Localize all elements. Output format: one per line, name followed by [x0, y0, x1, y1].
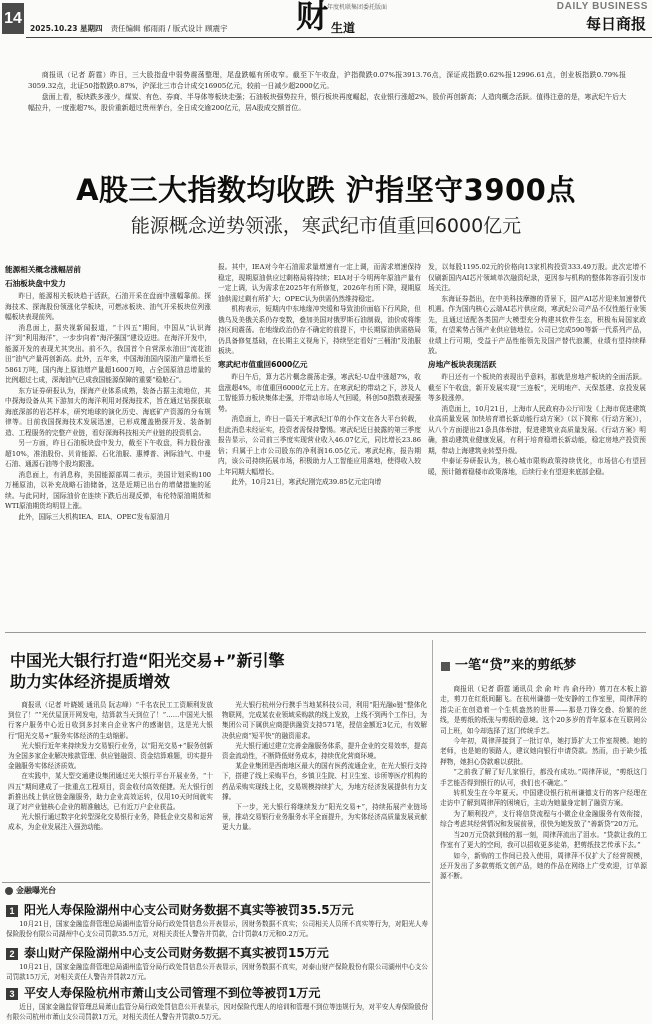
article-paragraph: 消息面上，据央视新闻报道，“十四五”期间，中国从“认识海洋”到“利用海洋”，一步步向着“海洋强国”建设迈进。在海洋开发中，能源开发的表现尤其突出。前不久，我国首个自营深水油田“流花油田”油气产量再创新高。此外，五年来，中国海油国内原油产量增长至5861万吨，国内海上原油增产量超1600万吨，占全国原油总增量的比例超过七成，深海油气已成我国能源保障的重要“稳舱石”。 [5, 323, 211, 384]
article-paragraph: 今年初，周律萍接到了一批订单，她打算扩大工作室规模。她的老师，也是她的领路人，建议她向银行申请贷款。然而，由于缺少抵押物，她担心贷款难以获批。 [440, 737, 647, 766]
column-subhead: 寒武纪市值重回6000亿元 [218, 359, 308, 369]
article-paragraph: “之前我了解了好几家银行，都没有成功。”周律萍说，“剪纸这门手艺能否得到银行的认可，我们也不确定。” [440, 768, 647, 787]
column-subhead: 能源相关概念涨幅居前 [5, 265, 81, 274]
market-column-1 [5, 262, 211, 624]
exposure-item-text: 10月21日，国家金融监督管理总局湖州监管分局行政处罚信息公开表显示，因财务数据不真实；公司相关人员所不真实等行为，对阳光人寿保险股份有限公司湖州中心支公司罚款35.5万元，对相关责任人警告并罚款，合计罚款4万元和0.2万元。 [6, 920, 428, 938]
article-paragraph: 机构表示，短期内中东地缘冲突缓和导致油价面临下行风险，但俄乌及美俄关系仍存变数，叠加美国对俄罗斯石油制裁，油价或将维持区间震荡。在地缘政治仍存不确定的前提下，中长期原油供需格局仍具备修复基础，在长期主义视角下，持续坚定看好“三桶油”及油服板块。 [218, 305, 421, 355]
article-paragraph: 光大银行近年来持续发力交易银行业务，以“阳光交易+”服务创新为全国多家企业解决账款管理、供应链融资、资金结算难题，切实提升金融服务实体经济质效。 [8, 741, 213, 771]
article-paragraph: 消息面上，10月21日，上海市人民政府办公厅印发《上海市促进建筑业高质量发展 加快培育增长新动能行动方案》（以下简称《行动方案》），从八个方面提出21条具体举措，促进建筑业高质量发展。《行动方案》明确，推动建筑业健康发展，有利于培育稳增长新动能，稳定房地产投资预期，带动上海建筑业转型升级。 [428, 404, 646, 455]
article-paragraph: 昨日午后，算力芯片概念震荡走强，寒武纪-U盘中涨超7%，收盘涨超4%，市值重回6000亿元上方。在寒武纪的带动之下，涉及人工智能算力板块集体走强，并带动市场人气回暖，科创50指数表现强势。 [218, 373, 421, 413]
issue-info [30, 24, 228, 34]
exposure-item-number: 2 [6, 948, 18, 960]
exposure-item-title: 泰山财产保险湖州中心支公司财务数据不真实被罚15万元 [24, 946, 329, 960]
section-note: 年度机联集团委托版面 [327, 4, 388, 11]
article-paragraph: 下一步，光大银行将继续发力“阳光交易+”，持续拓展产业链场景，推动交易银行业务服务水平全面提升，为实体经济高质量发展贡献更大力量。 [222, 803, 427, 832]
article-paragraph: 当20万元贷款到账的那一刻，周律萍流出了泪水。“贷款让我的工作室有了更大的空间，我可以招收更多徒弟，把剪纸技艺传承下去。” [440, 830, 647, 850]
article-paragraph: 商报讯（记者 叶晓媛 通讯员 阮志峰）“千名农民工工资顺利发放到位了！”“光伏屋顶开网发电，结算款当天到位了！”……中国光大银行客户服务中心近日收到多封来自企业客户的感谢信，这是光大银行“阳光交易+”服务实体经济的生动缩影。 [8, 701, 213, 740]
papercut-article-title: 一笔“贷”来的剪纸梦 [455, 658, 577, 673]
article-paragraph: 光大银行通过数字化转型深化交易银行业务，降低企业交易和运营成本，为企业发展注入强劲动能。 [8, 813, 213, 832]
exposure-item-number: 1 [6, 905, 18, 917]
column-divider [432, 640, 433, 1020]
header-divider [26, 37, 652, 38]
article-paragraph: 发，以每股1195.02元的价格向13家机构投资333.49万股。此次定增不仅刷新国内AI芯片领域单次融资纪录，更因参与机构的整体阵容而引发市场关注。 [428, 263, 646, 292]
bank-article-column-1 [8, 700, 213, 878]
editor-credits: 责任编辑 郁雨雨 / 版式设计 顾震宇 [110, 24, 228, 33]
bank-article-title [10, 650, 425, 692]
article-paragraph: 如今，新购的工作间已投入使用，周律萍不仅扩大了经营规模，还开发出了多款剪纸文创产品，她的作品在网络上广受欢迎，订单源源不断。 [440, 851, 647, 881]
page-number: 14 [2, 3, 24, 34]
exposure-item-title: 平安人寿保险杭州市萧山支公司管理不到位等被罚1万元 [24, 986, 321, 1000]
section-divider [5, 632, 646, 633]
issue-date: 2025.10.23 星期四 [30, 24, 103, 33]
market-column-3 [428, 262, 646, 624]
main-headline: A股三大指数均收跌 沪指坚守3900点 [76, 173, 576, 207]
exposure-section-label: 金融曝光台 [16, 886, 56, 895]
article-paragraph: 中泰证券研报认为，核心城市限购政策持续优化，市场信心有望回暖，预计随着稳楼市政策落地，后续行业有望迎来底部企稳。 [428, 457, 646, 476]
article-paragraph: 报。其中，IEA对今年石油需求量增速有一定上调，而需求增速保持稳定，现期原油供应过剩格局将持续；EIA对于今明两年原油产量有一定上调，认为需求在2025年有所修复，2026年有所下降，现期原油供需过剩有所扩大；OPEC认为供需仍然维持稳定。 [218, 263, 421, 303]
market-column-2 [218, 262, 421, 624]
article-paragraph: 此外，国际三大机构IEA、EIA、OPEC发布原油月 [18, 512, 171, 521]
section-logo: 财 [296, 0, 329, 35]
column-subhead: 石油板块盘中发力 [5, 278, 66, 288]
lead-paragraph: 商报讯（记者 蔚霆）昨日，三大股指盘中弱势震荡整理，尾盘跌幅有所收窄。截至下午收盘，沪指微跌0.07%报3913.76点，深证成指跌0.62%报12996.61点，创业板指跌0.79%报3059.32点，北证50指数跌0.87%，沪深北三市合计成交16905亿元，较前一日减少超2000亿元。 [28, 71, 626, 90]
article-paragraph: 光大银行杭州分行携手当地某科技公司，利用“阳光融e链”整体化物联网，完成某农业领域采购款的线上发放，上线不到两个工作日，为集团公司下属供应商提供融资支持571笔，授信金额近3亿元，有效解决供应商“短平快”的融资需求。 [222, 701, 427, 740]
article-paragraph: 在实践中，某大型交通建设集团通过光大银行平台开展业务，“十四五”期间建成了一批重点工程项目，资金收付高效便捷。光大银行创新推出线上供应链金融服务，助力企业高效运转，仅用10天时间就实现了对产业链核心企业的精准触达，已有近万户企业获益。 [8, 772, 213, 812]
article-paragraph: 东海证券指出，在中美科技摩擦的背景下，国产AI芯片迎来加速替代机遇。作为国内核心云端AI芯片供应商，寒武纪公司产品不仅性能行业领先，且通过适配各类国产大模型充分构建其软件生态，积极布局国家政策，有望乘势占领产业供应链地位。公司已完成590等新一代系列产品，业绩上行可期，受益于产品性能领先及国产替代浪潮，业绩有望持续释放。 [428, 294, 646, 355]
lead-section [28, 70, 626, 146]
article-paragraph: 昨日还有一个板块的表现出乎意料，那就是房地产板块的全面活跃。截至下午收盘，新开发展实现“三连板”，光明地产、天保基建、京投发展等多股涨停。 [428, 373, 646, 402]
article-paragraph: 消息面上，昨日一篇关于寒武纪订单的小作文在各大平台转载，但此消息未经证实，投资者需保持警惕。寒武纪近日披露的第三季度报告显示，公司前三季度实现营业收入46.07亿元，同比增长23.86倍；归属于上市公司股东的净利润16.05亿元。寒武纪称，报告期内，该公司持续拓展市场，积极助力人工智能应用落地，使得收入较上年同期大幅增长。 [218, 415, 421, 476]
papercut-article-body [440, 684, 647, 1020]
article-paragraph: 为了顺利投产，支行将信贷流程与小微企业金融服务有效衔接，综合考虑其经营情况和发展前景，很快为她发放了“善新贷”20万元。 [440, 809, 647, 829]
exposure-item-text: 10月21日，国家金融监督管理总局湖州监管分局行政处罚信息公开表显示，因财务数据不真实，对泰山财产保险股份有限公司湖州中心支公司罚款15万元，对相关责任人警告并罚款2万元。 [6, 963, 428, 981]
title-marker-icon [441, 662, 450, 671]
article-paragraph: 转机发生在今年夏天。中国建设银行杭州谦德支行的客户经理在走访中了解到周律萍的困境后，主动为她量身定制了融资方案。 [440, 789, 647, 808]
bank-title-line: 助力实体经济提质增效 [10, 672, 171, 691]
article-paragraph: 昨日，能源相关板块趋于活跃，石油开采在盘面中涨幅靠前。探海技术、探海股份领涨化学板块，可燃冰板块、油气开采板块位列涨幅板块表现前列。 [5, 292, 211, 321]
article-paragraph: 商报讯（记者 蔚霆 通讯员 余 俞 叶 冉 俞丹玲）剪刀在木板上游走，剪刀在红纸间翻飞。在杭州谦德一处安静的工作室里，周律萍的指尖正在创造着一个生机盎然的世界——那是刀锋交叠、纷繁的丝线，是剪纸的纸张与剪纸的意境。这个20多岁的青年原本在互联网公司上班，如今却选择了这门传统手艺。 [440, 685, 647, 735]
article-paragraph: 另一方面，昨日石油板块盘中发力，截至下午收盘，科力股份涨超10%，准油股份、贝肯能源、石化油服、惠博普、洲际油气、中曼石油、通源石油等个股均跟涨。 [5, 439, 211, 468]
exposure-item-text: 近日，国家金融监督管理总局萧山监管分局行政处罚信息公开表显示，因对保险代理人的培训和管理不到位等违规行为，对平安人寿保险股份有限公司杭州市萧山支公司罚款1万元，对相关责任人警告并罚款0.5万元。 [6, 1003, 428, 1021]
article-paragraph: 此外，10月21日，寒武纪刚完成39.85亿元定向增 [231, 478, 382, 486]
column-subhead: 房地产板块表现活跃 [428, 359, 497, 369]
exposure-divider [2, 882, 430, 883]
article-paragraph: 光大银行通过建立完善金融服务体系，提升企业的交易效率，提高资金流动性，不断降低财务成本，持续优化营商环境。 [222, 741, 427, 761]
main-subheadline: 能源概念逆势领涨，寒武纪市值重回6000亿元 [130, 215, 522, 237]
bank-title-line: 中国光大银行打造“阳光交易+”新引擎 [10, 651, 285, 670]
article-paragraph: 东方证券研报认为，探海产业体系成熟，装备占据主流地位，其中探海设备从其下游加大的海洋利用对探海技术，旨在通过钻探获取海底深部的岩芯样本，研究地球的演化历史、海底矿产资源的分布规律等。目前我国探海技术发展迅速，已形成覆盖勘探开发、装备制造、工程服务的完整产业链，看好深海科技相关产业链的投资机会。 [5, 386, 211, 437]
exposure-item-title: 阳光人寿保险湖州中心支公司财务数据不真实等被罚35.5万元 [24, 903, 354, 917]
article-paragraph: 某企业集团是西南地区最大的国有医药流通企业，在光大银行支持下，搭建了线上采购平台，乡镇卫生院、村卫生室、诊所等医疗机构的药品采购实现线上化，交易规模持续扩大，为地方经济发展提供有力支撑。 [222, 762, 427, 801]
section-name: 生道 [331, 21, 356, 35]
exposure-item-number: 3 [6, 988, 18, 1000]
bank-article-column-2 [222, 700, 427, 878]
brand-english: DAILY BUSINESS [556, 1, 648, 12]
lead-paragraph: 盘面上看，板块跌多涨少，煤炭、有色、券商、半导体等板块走强；石油板块强势拉升，银行板块再度崛起，农业银行涨超2%，股价再创新高；人造肉概念活跃。值得注意的是，寒武纪午后大幅拉升，一度涨超7%，股价重新超过贵州茅台，全日成交逾200亿元，居A股成交额首位。 [28, 93, 626, 112]
exposure-bullet-icon [5, 887, 13, 895]
brand-chinese: 每日商报 [585, 15, 646, 33]
article-paragraph: 消息面上，有消息称，美国能源部周二表示，美国计划采购100万桶原油，以补充战略石油储备，这是近期已出台的增储措施的延续。与此同时，国际油价在连续下跌后出现反弹，布伦特原油期货和WTI原油期货均明显上涨。 [5, 470, 211, 510]
